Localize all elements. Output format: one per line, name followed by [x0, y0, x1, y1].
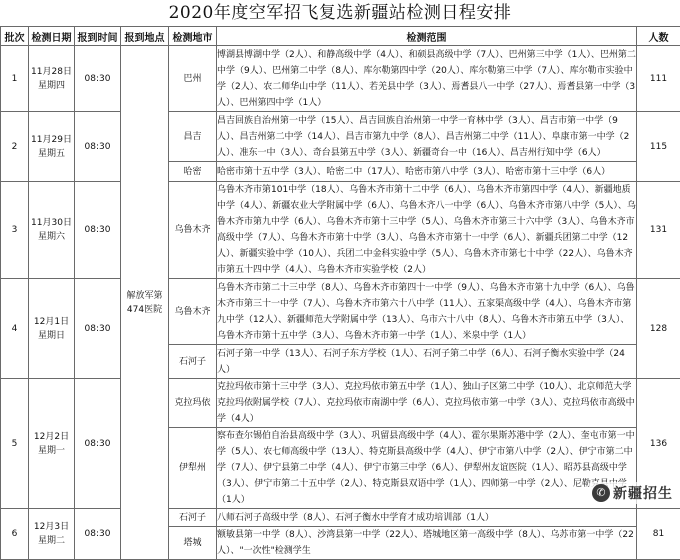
table-row — [1, 279, 680, 345]
weekday-text: 星期一 — [29, 444, 74, 458]
table-row — [1, 46, 680, 112]
watermark-text: 新疆招生 — [613, 483, 673, 503]
header-time: 报到时间 — [75, 27, 121, 46]
time-cell: 08:30 — [75, 46, 121, 112]
city-cell: 伊犁州 — [169, 428, 217, 509]
header-city: 检测地市 — [169, 27, 217, 46]
city-cell: 乌鲁木齐 — [169, 279, 217, 345]
time-cell: 08:30 — [75, 182, 121, 279]
weekday-text: 星期日 — [29, 329, 74, 343]
table-row — [1, 509, 680, 527]
city-cell: 克拉玛依 — [169, 379, 217, 428]
header-range: 检测范围 — [217, 27, 637, 46]
batch-cell: 1 — [1, 46, 29, 112]
header-batch: 批次 — [1, 27, 29, 46]
city-cell: 哈密 — [169, 162, 217, 182]
date-text: 11月30日 — [29, 216, 74, 230]
header-date: 检测日期 — [29, 27, 75, 46]
batch-cell: 2 — [1, 112, 29, 182]
time-cell: 08:30 — [75, 279, 121, 379]
count-cell: 111 — [637, 46, 680, 112]
range-cell: 乌鲁木齐市第二十三中学（8人）、乌鲁木齐市第四十一中学（9人）、乌鲁木齐市第十九中学（6人）、乌鲁木齐市第三十一中学（7人）、乌鲁木齐市第六十八中学（11人）、五家渠高级中学（4人）、乌鲁木齐市第九中学（12人）、新疆师范大学附属中学（13人）、乌市六十八中（8人）、乌鲁木齐市第五中学（3人）、乌鲁木齐市第十五中学（3人）、乌鲁木齐市第一中学（1人）、米泉中学（1人） — [217, 279, 637, 345]
count-cell: 136 — [637, 379, 680, 509]
city-cell: 乌鲁木齐 — [169, 182, 217, 279]
count-cell: 131 — [637, 182, 680, 279]
date-text: 12月3日 — [29, 520, 74, 534]
city-cell: 塔城 — [169, 527, 217, 560]
range-cell: 乌鲁木齐市第101中学（18人）、乌鲁木齐市第十二中学（6人）、乌鲁木齐市第四中学（4人）、新疆地质中学（4人）、新疆农业大学附属中学（6人）、乌鲁木齐八一中学（6人）、乌鲁木齐市第八中学（5人）、乌鲁木齐市第九中学（6人）、乌鲁木齐市第十三中学（5人）、乌鲁木齐市第三十六中学（3人）、乌鲁木齐市高级中学（7人）、乌鲁木齐市第十中学（3人）、乌鲁木齐市第十一中学（6人）、新疆兵团第二中学（12人）、新疆实验中学（10人）、兵团二中金科实验中学（5人）、乌鲁木齐市第七十中学（22人）、乌鲁木齐市第五十四中学（4人）、乌鲁木齐市实验学校（2人） — [217, 182, 637, 279]
range-cell: 八师石河子高级中学（8人）、石河子衡水中学育才成功培训部（1人） — [217, 509, 637, 527]
range-cell: 博湖县博湖中学（2人）、和静高级中学（4人）、和硕县高级中学（7人）、巴州第三中学（1人）、巴州第二中学（9人）、巴州第二中学（8人）、库尔勒第四中学（20人）、库尔勒第三中学（7人）、库尔勒市实验中学（2人）、农二师华山中学（11人）、若羌县中学（3人）、焉耆县八一中学（27人）、焉耆县第一中学（3人）、巴州第四中学（1人） — [217, 46, 637, 112]
city-cell: 昌吉 — [169, 112, 217, 162]
city-cell: 石河子 — [169, 345, 217, 379]
date-text: 11月28日 — [29, 65, 74, 79]
range-cell: 察布查尔锡伯自治县高级中学（3人）、巩留县高级中学（4人）、霍尔果斯苏港中学（2人）、奎屯市第一中学（5人）、农七师高级中学（13人）、特克斯县高级中学（4人）、伊宁市第八中学（2人）、伊宁市第二中学（7人）、伊宁县第二中学（4人）、伊宁市第三中学（6人）、伊犁州友谊医院（1人）、昭苏县高级中学（3人）、伊宁市第二十五中学（2人）、特克斯县双语中学（1人）、四师第一中学（2人）、尼勒克县中学（1人） — [217, 428, 637, 509]
city-cell: 石河子 — [169, 509, 217, 527]
table-row — [1, 379, 680, 428]
batch-cell: 5 — [1, 379, 29, 509]
account-watermark — [589, 482, 676, 504]
count-cell: 115 — [637, 112, 680, 182]
header-count: 人数 — [637, 27, 680, 46]
date-cell — [29, 509, 75, 560]
batch-cell: 3 — [1, 182, 29, 279]
weekday-text: 星期四 — [29, 79, 74, 93]
count-cell: 128 — [637, 279, 680, 379]
range-cell: 哈密市第十五中学（3人）、哈密二中（17人）、哈密市第八中学（3人）、哈密市第十三中学（6人） — [217, 162, 637, 182]
date-cell — [29, 46, 75, 112]
batch-cell: 4 — [1, 279, 29, 379]
count-cell — [637, 509, 680, 560]
table-header-row — [1, 27, 680, 46]
schedule-table — [0, 26, 680, 560]
weekday-text: 星期六 — [29, 230, 74, 244]
table-row — [1, 112, 680, 162]
header-location: 报到地点 — [121, 27, 169, 46]
date-cell — [29, 182, 75, 279]
wechat-icon: ✆ — [592, 484, 610, 502]
time-cell: 08:30 — [75, 379, 121, 509]
batch-cell: 6 — [1, 509, 29, 560]
date-cell — [29, 279, 75, 379]
table-row — [1, 182, 680, 279]
range-cell: 昌吉回族自治州第一中学（15人）、昌吉回族自治州第一中学一育林中学（3人）、昌吉市第一中学（9人）、昌吉州第二中学（14人）、昌吉市第九中学（8人）、昌吉州第二中学（11人）、阜康市第一中学（2人）、准东一中（3人）、奇台县第五中学（3人）、新疆奇台一中（16人）、昌吉州行知中学（6人） — [217, 112, 637, 162]
range-cell: 克拉玛依市第十三中学（3人）、克拉玛依市第五中学（1人）、独山子区第二中学（10人）、北京师范大学克拉玛依附属学校（7人）、克拉玛依市南湖中学（6人）、克拉玛依市第一中学（3人）、克拉玛依市高级中学（4人） — [217, 379, 637, 428]
location-cell: 解放军第474医院 — [121, 46, 169, 560]
date-cell — [29, 379, 75, 509]
range-cell: 额敏县第一中学（8人）、沙湾县第一中学（22人）、塔城地区第一高级中学（8人）、乌苏市第一中学（22人）、"一次性"检测学生 — [217, 527, 637, 560]
time-cell: 08:30 — [75, 112, 121, 182]
range-cell: 石河子第一中学（13人）、石河子东方学校（1人）、石河子第二中学（6人）、石河子衡水实验中学（24人） — [217, 345, 637, 379]
weekday-text: 星期二 — [29, 534, 74, 548]
date-cell — [29, 112, 75, 182]
date-text: 12月2日 — [29, 430, 74, 444]
date-text: 11月29日 — [29, 133, 74, 147]
city-cell: 巴州 — [169, 46, 217, 112]
page-title: 2020年度空军招飞复选新疆站检测日程安排 — [0, 0, 680, 26]
weekday-text: 星期五 — [29, 147, 74, 161]
time-cell: 08:30 — [75, 509, 121, 560]
date-text: 12月1日 — [29, 315, 74, 329]
